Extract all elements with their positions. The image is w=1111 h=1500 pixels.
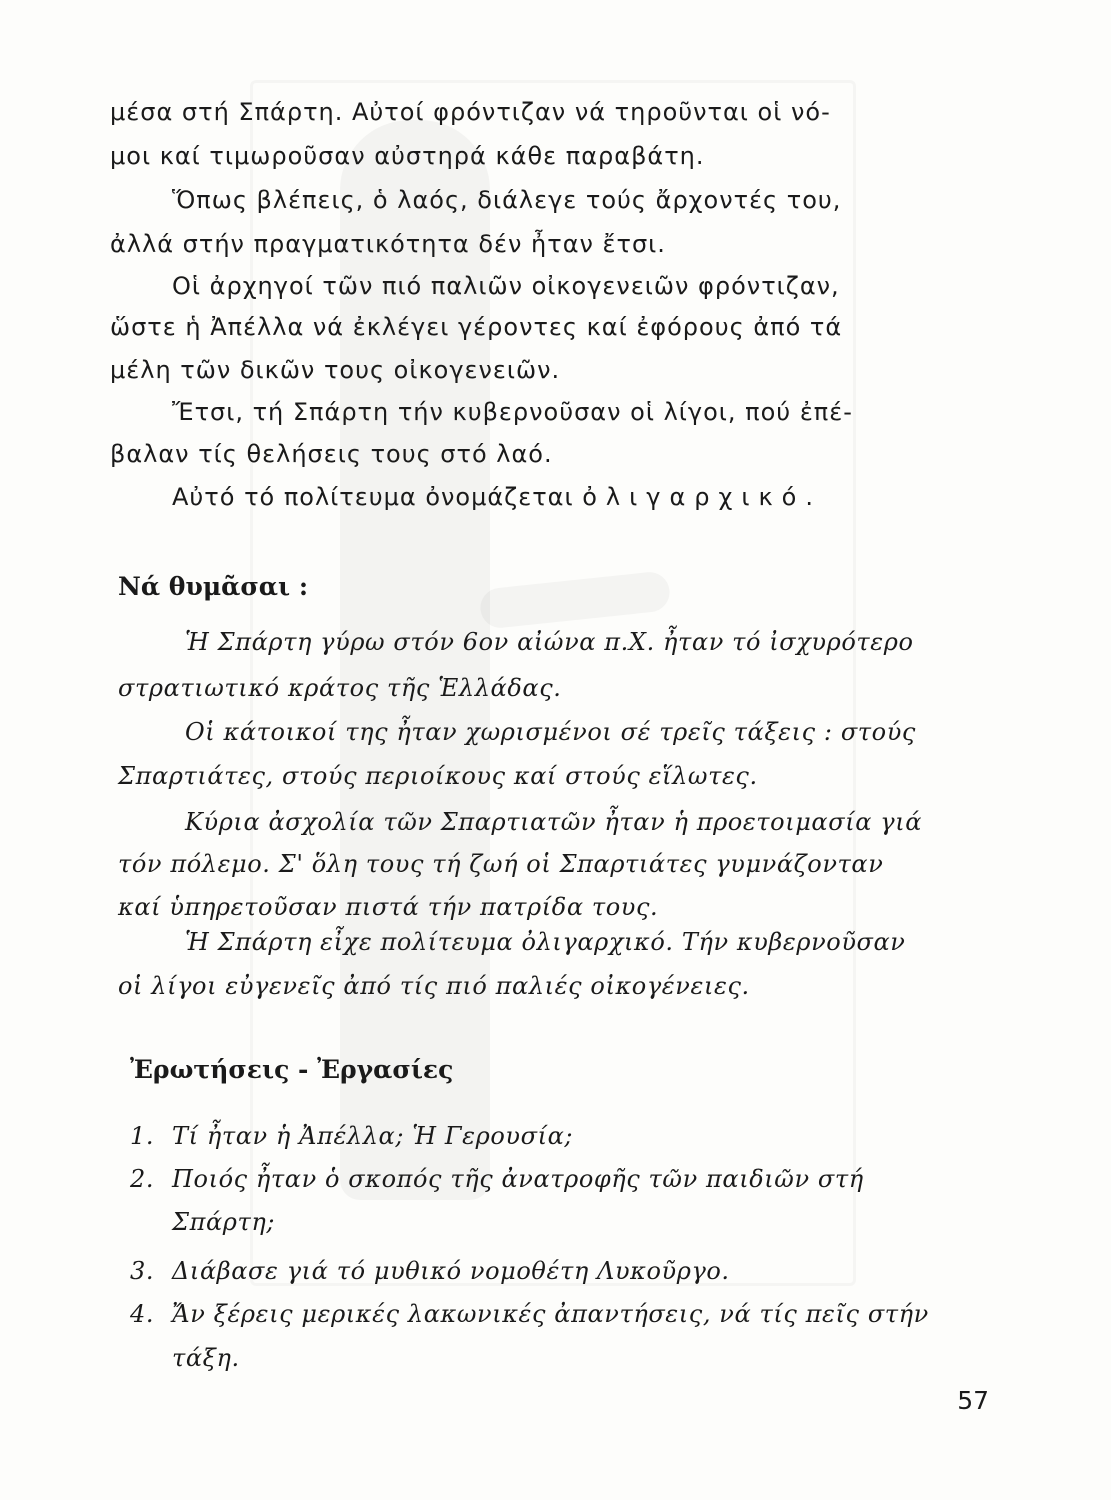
remember-line: στρατιωτικό κράτος τῆς Ἑλλάδας.: [118, 674, 562, 702]
text-line: Ἔτσι, τή Σπάρτη τήν κυβερνοῦσαν οἱ λίγοι, πού ἐπέ-: [172, 398, 853, 426]
conclusion-line: [172, 483, 1042, 511]
question-text: τάξη.: [172, 1344, 240, 1372]
remember-line: Σπαρτιάτες, στούς περιοίκους καί στούς εἵλωτες.: [118, 762, 758, 790]
bleed-through-arm: [478, 570, 671, 630]
text-line: Ὅπως βλέπεις, ὁ λαός, διάλεγε τούς ἄρχοντές του,: [172, 186, 842, 214]
text-line: μέλη τῶν δικῶν τους οἰκογενειῶν.: [110, 356, 561, 384]
text-line: βαλαν τίς θελήσεις τους στό λαό.: [110, 440, 553, 468]
question-number: 2.: [130, 1165, 155, 1193]
remember-line: οἱ λίγοι εὐγενεῖς ἀπό τίς πιό παλιές οἰκογένειες.: [118, 972, 750, 1000]
question-text: Τί ἦταν ἡ Ἀπέλλα; Ἡ Γερουσία;: [172, 1122, 574, 1150]
remember-line: Ἡ Σπάρτη γύρω στόν 6ον αἰώνα π.Χ. ἦταν τό ἰσχυρότερο: [185, 628, 914, 656]
questions-heading: Ἐρωτήσεις - Ἐργασίες: [130, 1055, 454, 1084]
question-text: Σπάρτη;: [172, 1208, 276, 1236]
remember-line: Κύρια ἀσχολία τῶν Σπαρτιατῶν ἦταν ἡ προετοιμασία γιά: [185, 808, 923, 836]
remember-line: τόν πόλεμο. Σ' ὅλη τους τή ζωή οἱ Σπαρτιάτες γυμνάζονταν: [118, 850, 884, 878]
text-line: ὥστε ἡ Ἀπέλλα νά ἐκλέγει γέροντες καί ἐφόρους ἀπό τά: [110, 313, 843, 341]
conclusion-prefix: Αὐτό τό πολίτευμα ὀνομάζεται: [172, 483, 574, 511]
remember-line: Οἱ κάτοικοί της ἦταν χωρισμένοι σέ τρεῖς τάξεις : στούς: [185, 718, 916, 746]
text-line: Οἱ ἀρχηγοί τῶν πιό παλιῶν οἰκογενειῶν φρόντιζαν,: [172, 272, 840, 300]
oligarchic-term: ὀλιγαρχικό.: [582, 483, 822, 511]
text-line: ἀλλά στήν πραγματικότητα δέν ἦταν ἔτσι.: [110, 230, 666, 258]
remember-heading: Νά θυμᾶσαι :: [118, 572, 309, 601]
page-number: 57: [957, 1386, 989, 1415]
question-number: 3.: [130, 1257, 155, 1285]
question-text: Διάβασε γιά τό μυθικό νομοθέτη Λυκοῦργο.: [172, 1257, 730, 1285]
text-line: μέσα στή Σπάρτη. Αὐτοί φρόντιζαν νά τηροῦνται οἱ νό-: [110, 98, 831, 126]
question-text: Ποιός ἦταν ὁ σκοπός τῆς ἀνατροφῆς τῶν παιδιῶν στή: [172, 1165, 864, 1193]
text-line: μοι καί τιμωροῦσαν αὐστηρά κάθε παραβάτη.: [110, 142, 705, 170]
question-number: 4.: [130, 1300, 155, 1328]
remember-line: Ἡ Σπάρτη εἶχε πολίτευμα ὀλιγαρχικό. Τήν κυβερνοῦσαν: [185, 928, 906, 956]
remember-line: καί ὑπηρετοῦσαν πιστά τήν πατρίδα τους.: [118, 893, 659, 921]
question-text: Ἄν ξέρεις μερικές λακωνικές ἀπαντήσεις, νά τίς πεῖς στήν: [172, 1300, 929, 1328]
question-number: 1.: [130, 1122, 155, 1150]
